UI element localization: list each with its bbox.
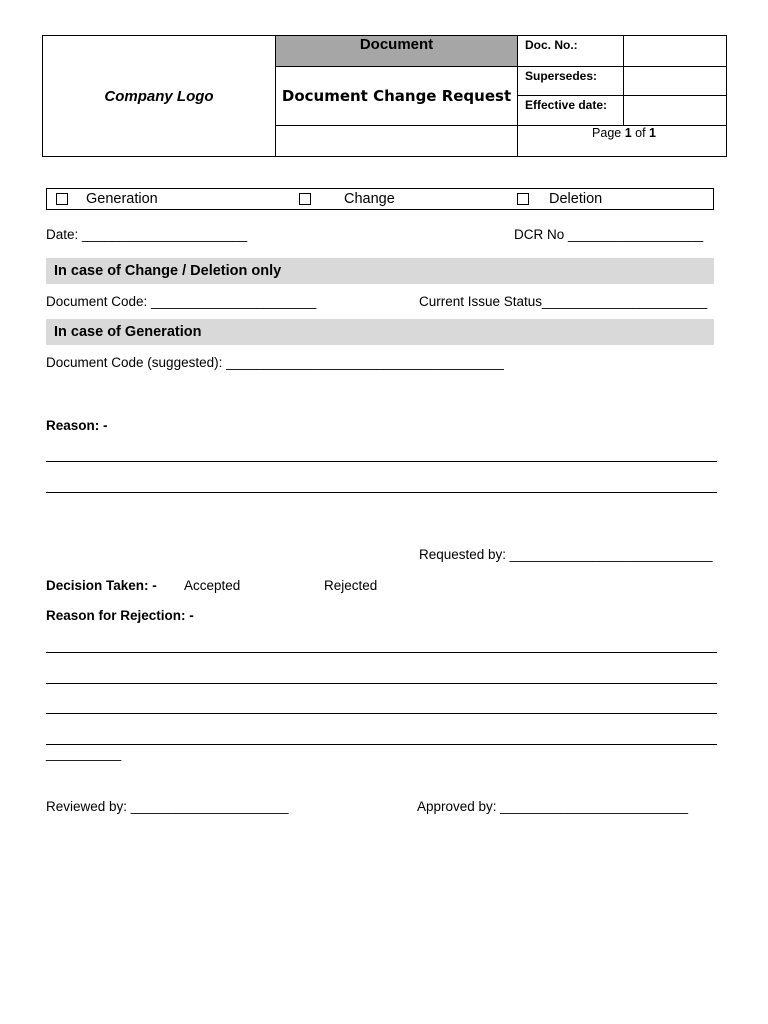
document-header-table [42,35,727,157]
decision-taken-label: Decision Taken: - [46,578,157,593]
reason-line-2[interactable] [46,492,717,493]
deletion-checkbox[interactable] [517,193,529,205]
reason-for-rejection-label: Reason for Rejection: - [46,608,194,623]
reason-label: Reason: - [46,418,108,433]
current-issue-status-field[interactable]: Current Issue Status______________________ [419,294,708,309]
rejection-line-4[interactable] [46,744,717,745]
document-heading: Document [276,36,518,67]
rejection-line-1[interactable] [46,652,717,653]
generation-heading: In case of Generation [54,324,202,340]
document-code-field[interactable]: Document Code: ______________________ [46,294,317,309]
rejection-line-2[interactable] [46,683,717,684]
dcr-no-field[interactable]: DCR No __________________ [514,227,704,242]
supersedes-label: Supersedes: [518,67,624,96]
change-checkbox[interactable] [299,193,311,205]
effective-date-label: Effective date: [518,96,624,125]
generation-label: Generation [86,191,158,207]
header-blank-cell [276,125,518,156]
doc-no-value[interactable] [624,36,727,67]
reason-line-1[interactable] [46,461,717,462]
approved-by-field[interactable]: Approved by: _________________________ [417,799,689,814]
document-title: Document Change Request [276,67,518,125]
document-code-suggested-field[interactable]: Document Code (suggested): _____________________________________ [46,355,504,370]
deletion-label: Deletion [549,191,603,207]
generation-checkbox[interactable] [56,193,68,205]
page-indicator: Page 1 of 1 [518,125,727,156]
doc-no-label: Doc. No.: [518,36,624,67]
requested-by-field[interactable]: Requested by: ___________________________ [419,547,713,562]
supersedes-value[interactable] [624,67,727,96]
rejected-option[interactable] [324,578,377,593]
date-field[interactable]: Date: ______________________ [46,227,248,242]
change-label: Change [344,191,395,207]
change-deletion-heading: In case of Change / Deletion only [54,263,282,279]
request-type-options [46,188,714,210]
accepted-label: Accepted [184,578,241,593]
accepted-option[interactable] [184,578,240,593]
rejection-line-3[interactable] [46,713,717,714]
change-deletion-section-bar [46,258,714,284]
company-logo: Company Logo [43,36,276,157]
rejection-line-5[interactable]: __________ [46,746,122,761]
reviewed-by-field[interactable]: Reviewed by: _____________________ [46,799,289,814]
effective-date-value[interactable] [624,96,727,125]
rejected-label: Rejected [324,578,378,593]
generation-section-bar [46,319,714,345]
